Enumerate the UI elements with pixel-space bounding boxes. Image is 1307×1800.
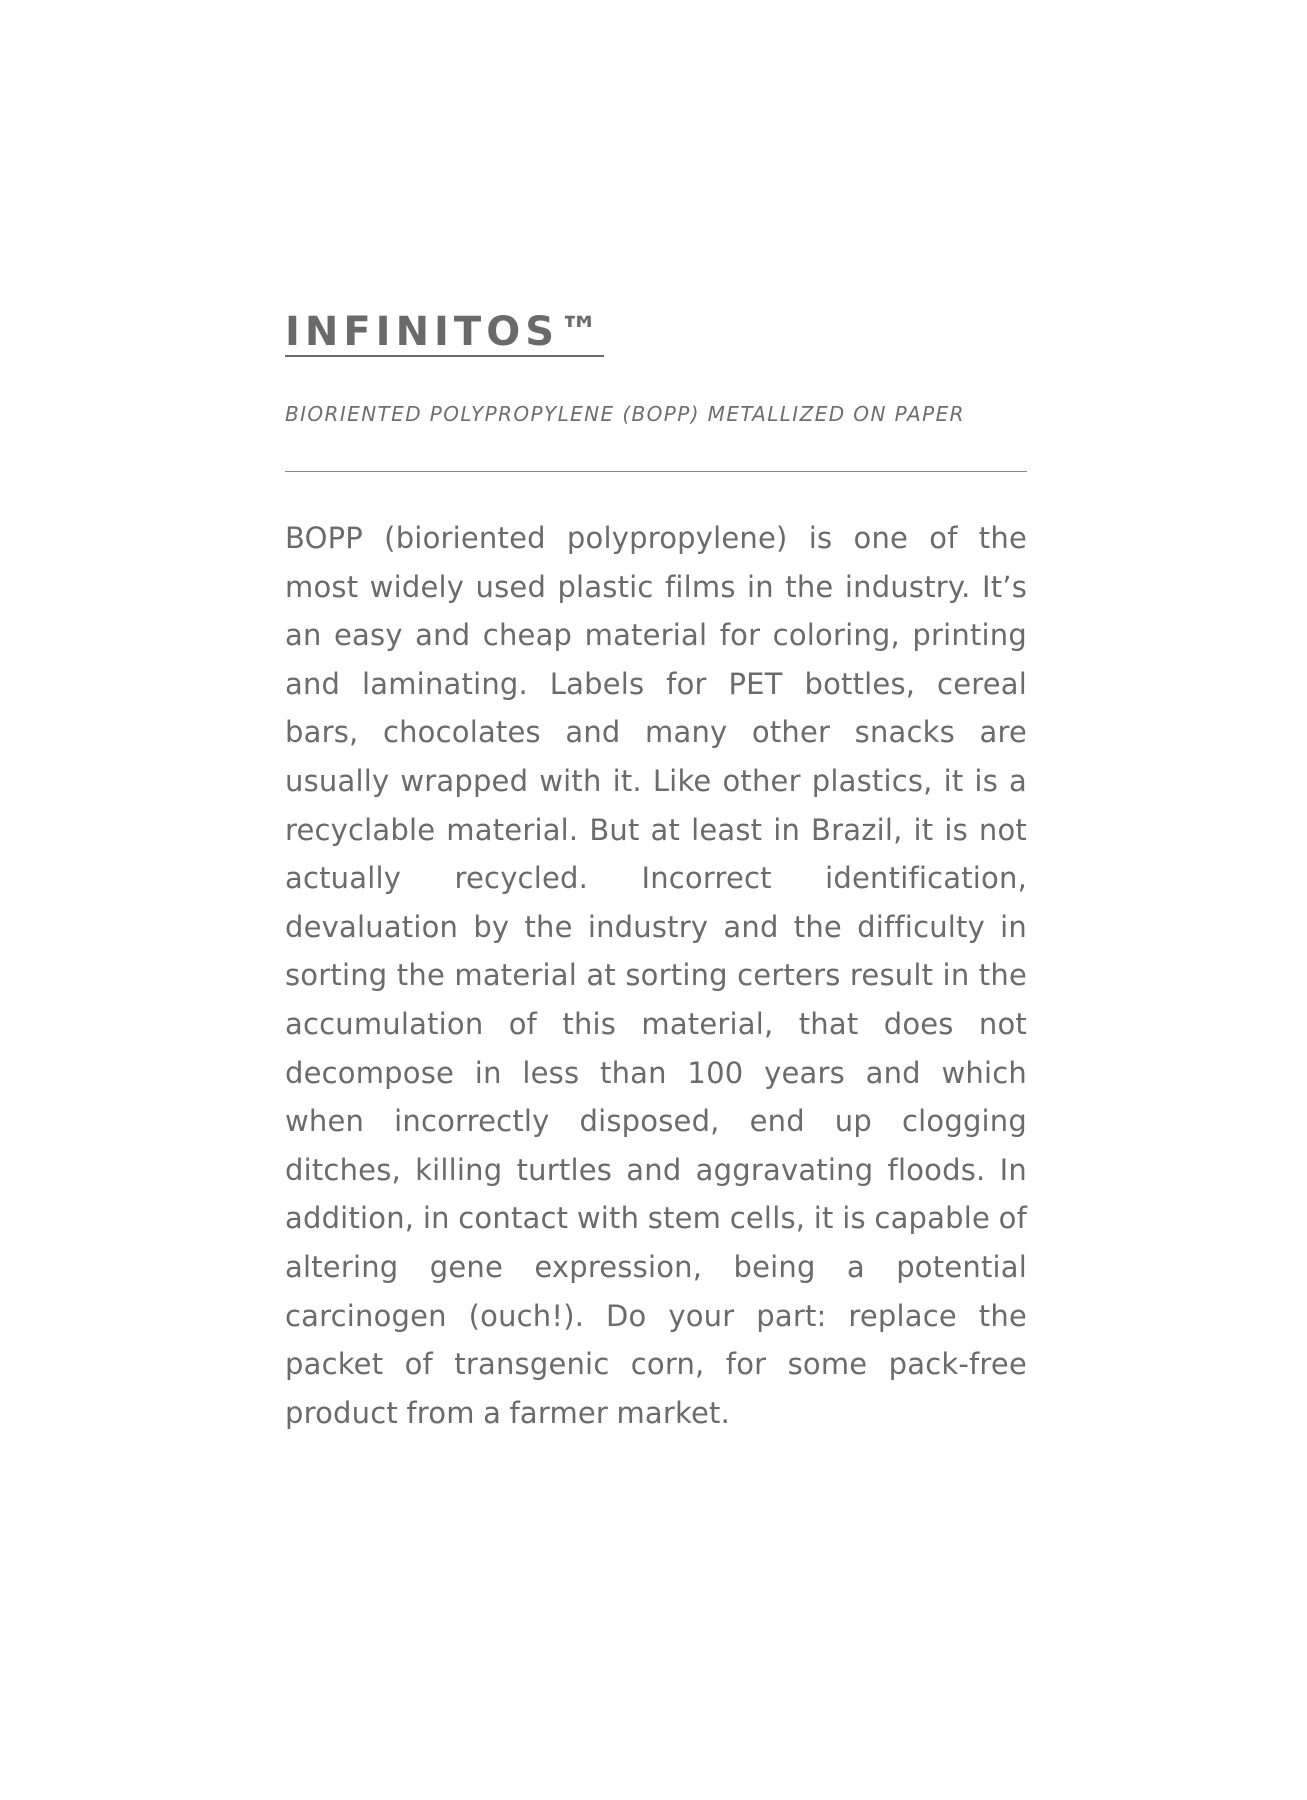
body-paragraph: BOPP (bioriented polypropylene) is one of the most widely used plastic films in the industry. It’s an easy and cheap material for coloring, printing and laminating. Labels for PET bottles, cereal bars, chocolates and many other snacks are usually wrapped with it. Like other plastics, it is a recyclable material. But at least in Brazil, it is not actually recycled. Incorrect identification, devaluation by the industry and the difficulty in sorting the material at sorting certers result in the accumulation of this material, that does not decompose in less than 100 years and which when incorrectly disposed, end up clogging ditches, killing turtles and aggravating floods. In addition, in contact with stem cells, it is capable of altering gene expression, being a potential carcinogen (ouch!). Do your part: replace the packet of transgenic corn, for some pack-free product from a farmer market. [285, 521, 1027, 1430]
page-title: INFINITOS™ [285, 309, 605, 355]
document-content [285, 310, 1027, 1437]
page-subtitle: BIORIENTED POLYPROPYLENE (BOPP) METALLIZED ON PAPER [285, 402, 965, 426]
divider [285, 471, 1027, 472]
